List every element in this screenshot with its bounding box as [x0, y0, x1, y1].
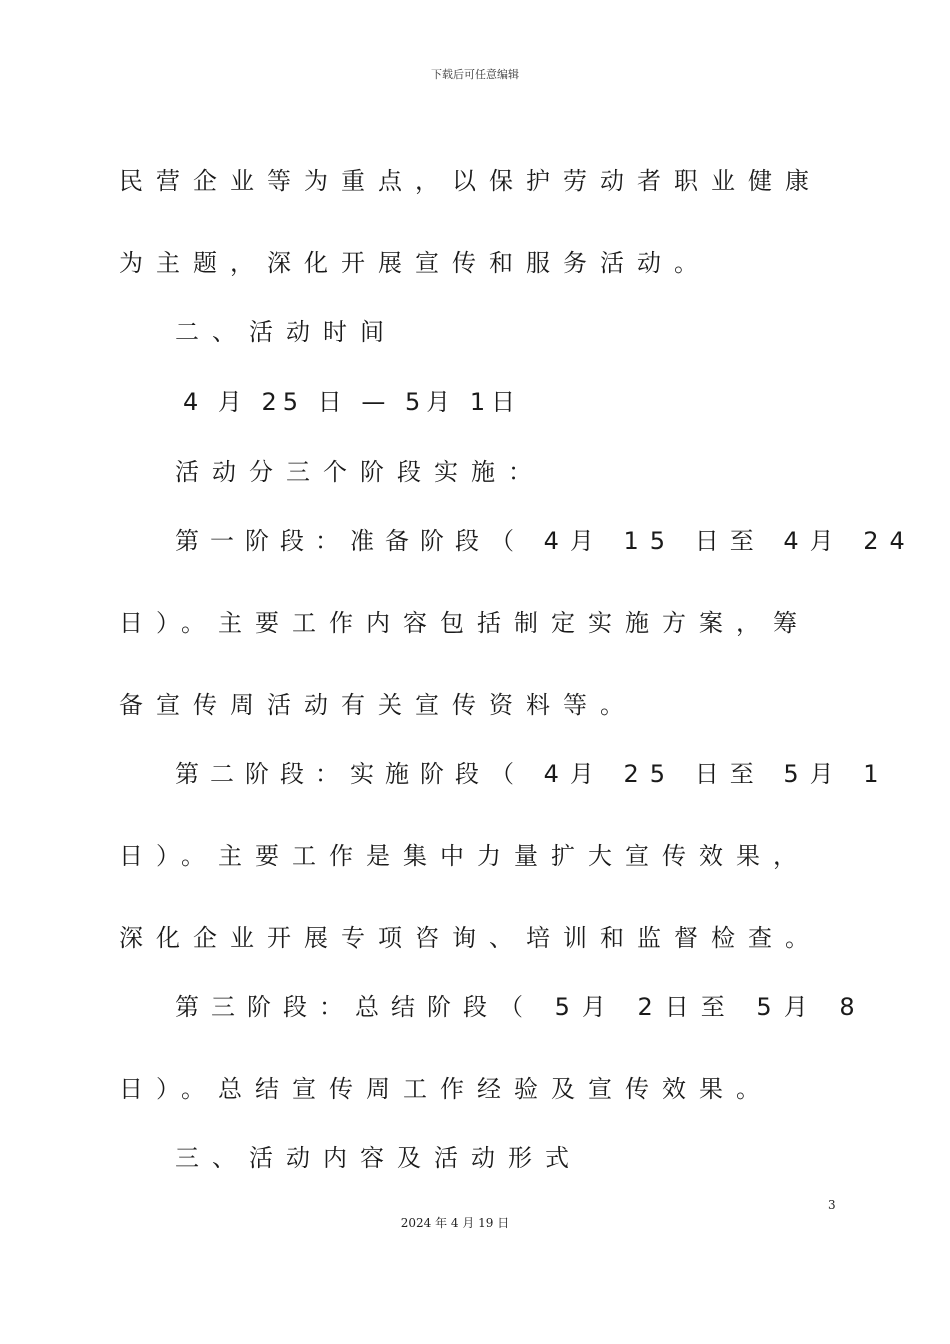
footer-date: 2024 年 4 月 19 日: [400, 1216, 510, 1230]
section-heading: 二、活动时间: [175, 318, 397, 346]
body-line: 活动分三个阶段实施：: [175, 458, 545, 486]
body-line: 4 月 25 日 — 5月 1日: [183, 388, 522, 416]
body-line: 日）。主要工作是集中力量扩大宣传效果，: [119, 842, 810, 870]
body-line: 为主题，深化开展宣传和服务活动。: [119, 249, 711, 277]
body-line: 深化企业开展专项咨询、培训和监督检查。: [119, 924, 822, 952]
body-line: 第二阶段：实施阶段（ 4月 25 日至 5月 1: [175, 760, 890, 788]
body-line: 备宣传周活动有关宣传资料等。: [119, 691, 637, 719]
page-header: 下载后可任意编辑: [431, 68, 519, 81]
body-line: 日）。主要工作内容包括制定实施方案，筹: [119, 609, 810, 637]
body-line: 第三阶段：总结阶段（ 5月 2日至 5月 8: [175, 993, 867, 1021]
section-heading: 三、活动内容及活动形式: [175, 1144, 582, 1172]
body-line: 民营企业等为重点，以保护劳动者职业健康: [119, 167, 822, 195]
body-line: 第一阶段：准备阶段（ 4月 15 日至 4月 24: [175, 527, 916, 555]
body-line: 日）。总结宣传周工作经验及宣传效果。: [119, 1075, 773, 1103]
page-number: 3: [828, 1198, 836, 1212]
